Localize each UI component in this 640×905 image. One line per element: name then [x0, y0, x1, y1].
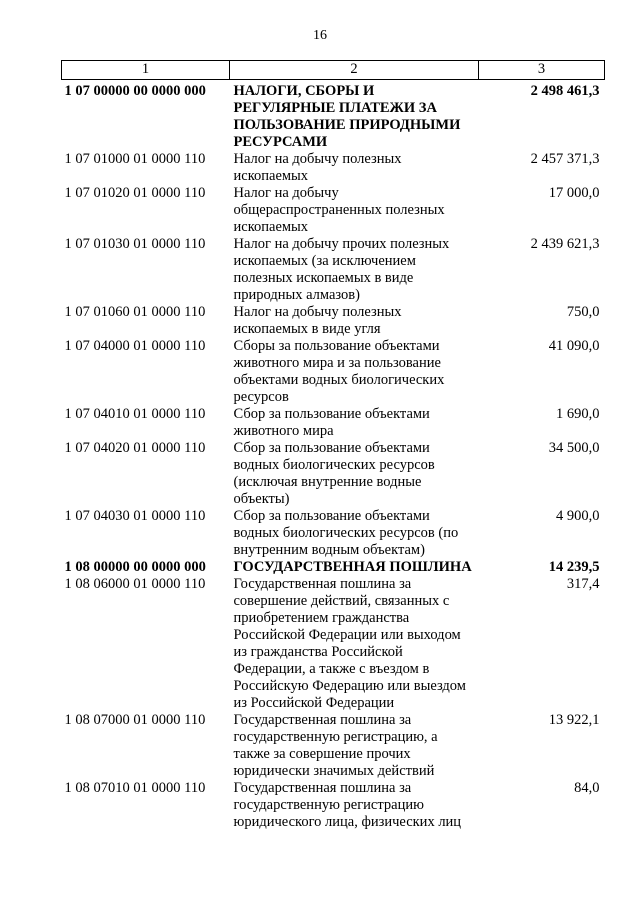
budget-code-cell: 1 08 07000 01 0000 110: [64, 712, 206, 728]
budget-code-cell: 1 08 06000 01 0000 110: [64, 576, 206, 592]
budget-code-cell: 1 07 01060 01 0000 110: [64, 304, 206, 320]
table-body: [62, 61, 605, 832]
table-row: [62, 576, 605, 712]
item-name-cell: Государственная пошлина за совершение действий, связанных с приобретением гражданства Российской Федерации или выходом из гражданства Российской Федерации, а также с въездом в Российскую Федерацию или выездом из Российской Федерации: [233, 576, 466, 711]
table-row: [62, 508, 605, 559]
budget-code-cell: 1 07 04010 01 0000 110: [64, 406, 206, 422]
amount-cell: 2 439 621,3: [530, 236, 600, 252]
budget-code-cell: 1 07 01030 01 0000 110: [64, 236, 206, 252]
header-col-1: 1: [62, 61, 230, 80]
table-row: [62, 80, 605, 152]
amount-cell: 2 457 371,3: [530, 151, 600, 167]
budget-code-cell: 1 07 04000 01 0000 110: [64, 338, 206, 354]
amount-cell: 84,0: [574, 780, 600, 796]
amount-cell: 1 690,0: [556, 406, 600, 422]
item-name-cell: ГОСУДАРСТВЕННАЯ ПОШЛИНА: [233, 559, 472, 575]
table-row: [62, 712, 605, 780]
item-name-cell: Сборы за пользование объектами животного мира и за пользование объектами водных биологических ресурсов: [233, 338, 445, 405]
item-name-cell: Налог на добычу общераспространенных полезных ископаемых: [233, 185, 445, 235]
amount-cell: 41 090,0: [548, 338, 600, 354]
item-name-cell: Налог на добычу полезных ископаемых в виде угля: [233, 304, 402, 337]
table-row: [62, 151, 605, 185]
table-header-row: [62, 61, 605, 80]
item-name-cell: Сбор за пользование объектами водных биологических ресурсов (по внутренним водным объектам): [233, 508, 459, 558]
amount-cell: 2 498 461,3: [530, 83, 600, 99]
budget-code-cell: 1 08 07010 01 0000 110: [64, 780, 206, 796]
budget-code-cell: 1 07 01020 01 0000 110: [64, 185, 206, 201]
item-name-cell: Налог на добычу прочих полезных ископаемых (за исключением полезных ископаемых в виде природных алмазов): [233, 236, 450, 303]
header-col-2: 2: [230, 61, 479, 80]
amount-cell: 4 900,0: [556, 508, 600, 524]
budget-code-cell: 1 07 00000 00 0000 000: [64, 83, 206, 99]
table-row: [62, 338, 605, 406]
item-name-cell: Государственная пошлина за государственную регистрацию, а также за совершение прочих юридически значимых действий: [233, 712, 438, 779]
budget-code-cell: 1 08 00000 00 0000 000: [64, 559, 206, 575]
budget-code-cell: 1 07 04030 01 0000 110: [64, 508, 206, 524]
table-row: [62, 406, 605, 440]
table-row: [62, 780, 605, 831]
amount-cell: 34 500,0: [548, 440, 600, 456]
amount-cell: 17 000,0: [548, 185, 600, 201]
table-row: [62, 185, 605, 236]
table-row: [62, 559, 605, 576]
header-col-3: 3: [479, 61, 605, 80]
table-row: [62, 440, 605, 508]
item-name-cell: НАЛОГИ, СБОРЫ И РЕГУЛЯРНЫЕ ПЛАТЕЖИ ЗА ПОЛЬЗОВАНИЕ ПРИРОДНЫМИ РЕСУРСАМИ: [233, 83, 461, 150]
budget-code-cell: 1 07 04020 01 0000 110: [64, 440, 206, 456]
page-number: 16: [313, 28, 327, 43]
item-name-cell: Государственная пошлина за государственную регистрацию юридического лица, физических лиц: [233, 780, 462, 830]
item-name-cell: Сбор за пользование объектами животного мира: [233, 406, 430, 439]
amount-cell: 317,4: [566, 576, 600, 592]
item-name-cell: Сбор за пользование объектами водных биологических ресурсов (исключая внутренние водные объекты): [233, 440, 435, 507]
table-row: [62, 236, 605, 304]
table-row: [62, 304, 605, 338]
amount-cell: 750,0: [566, 304, 600, 320]
item-name-cell: Налог на добычу полезных ископаемых: [233, 151, 402, 184]
amount-cell: 13 922,1: [548, 712, 600, 728]
amount-cell: 14 239,5: [548, 559, 600, 575]
budget-code-cell: 1 07 01000 01 0000 110: [64, 151, 206, 167]
budget-table: [61, 60, 605, 831]
